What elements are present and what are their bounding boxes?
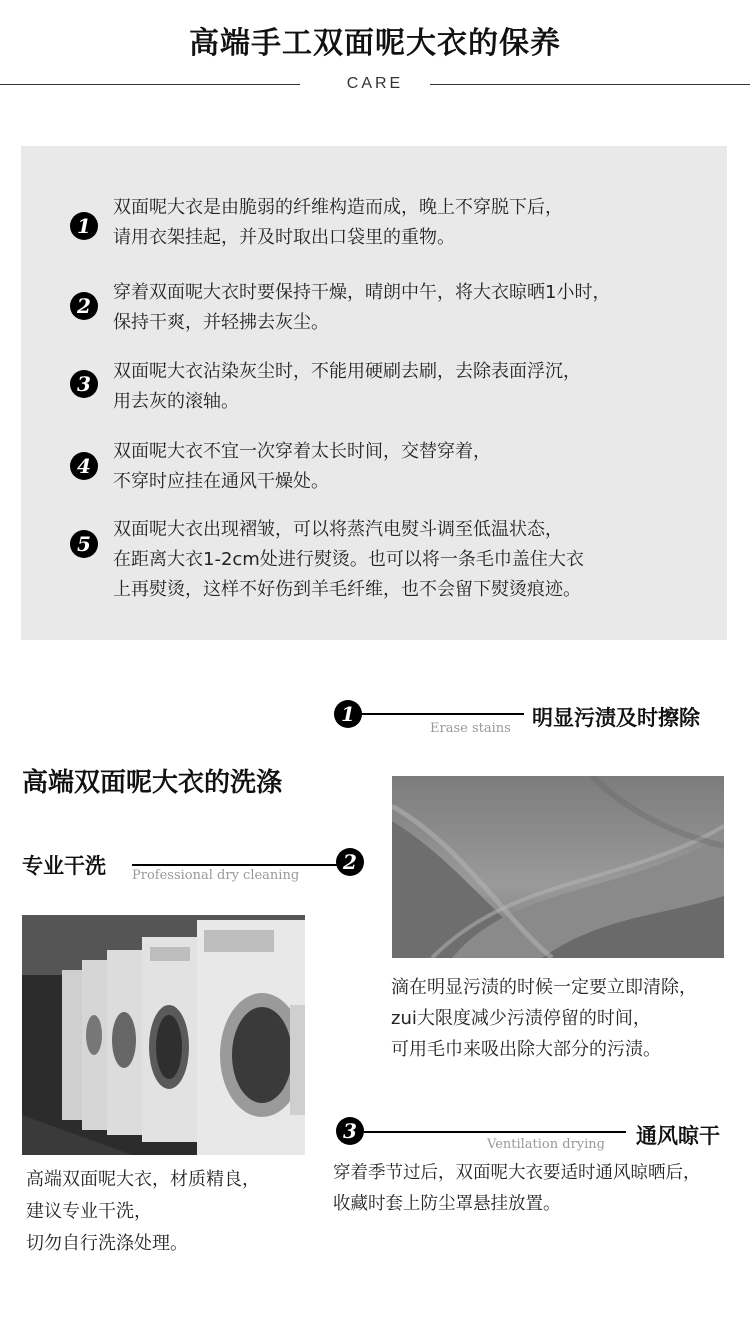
- divider-right: [430, 84, 750, 85]
- tip-3-title: 通风晾干: [636, 1124, 720, 1148]
- care-item-5: [113, 515, 713, 605]
- tip-2-line-3: 切勿自行洗涤处理。: [26, 1233, 188, 1254]
- tip-1-number: 1: [334, 700, 362, 728]
- dry-cleaning-machines-photo: [22, 915, 305, 1155]
- tip-2-rule: [132, 864, 338, 866]
- tip-1-line-3: 可用毛巾来吸出除大部分的污渍。: [391, 1039, 661, 1060]
- tip-2-line-1: 高端双面呢大衣，材质精良，: [26, 1169, 260, 1190]
- washing-heading: 高端双面呢大衣的洗涤: [22, 768, 283, 798]
- tip-3-line-1: 穿着季节过后，双面呢大衣要适时通风晾晒后，: [333, 1163, 701, 1183]
- tip-1-line-1: 滴在明显污渍的时候一定要立即清除，: [391, 977, 697, 998]
- tip-3-number: 3: [336, 1117, 364, 1145]
- tip-2-number: 2: [336, 848, 364, 876]
- care-item-3: [113, 357, 713, 417]
- care-item-4: [113, 437, 713, 497]
- care-item-5-line-2: 在距离大衣1-2cm处进行熨烫。也可以将一条毛巾盖住大衣: [113, 549, 584, 570]
- page-title: 高端手工双面呢大衣的保养: [189, 26, 561, 61]
- tip-3-rule: [364, 1131, 626, 1133]
- care-subtitle: CARE: [346, 75, 404, 92]
- tip-2-title: 专业干洗: [22, 854, 106, 878]
- care-item-2-line-2: 保持干爽，并轻拂去灰尘。: [113, 312, 329, 333]
- wool-fabric-photo: [392, 776, 724, 958]
- tip-2-description: [26, 1164, 260, 1260]
- tip-2-english: Professional dry cleaning: [132, 868, 300, 883]
- care-item-5-number: 5: [70, 530, 98, 558]
- care-item-1-line-2: 请用衣架挂起，并及时取出口袋里的重物。: [113, 227, 455, 248]
- care-item-1: [113, 193, 713, 253]
- tip-1-line-2: zui大限度减少污渍停留的时间，: [391, 1008, 651, 1029]
- tip-1-description: [391, 972, 697, 1065]
- care-item-2-line-1: 穿着双面呢大衣时要保持干燥，晴朗中午，将大衣晾晒1小时，: [113, 282, 611, 303]
- tip-3-description: [333, 1158, 701, 1220]
- care-item-3-number: 3: [70, 370, 98, 398]
- care-item-4-number: 4: [70, 452, 98, 480]
- tip-3-english: Ventilation drying: [487, 1137, 605, 1152]
- care-item-1-number: 1: [70, 212, 98, 240]
- wool-fabric-image: [392, 776, 724, 958]
- tip-1-title: 明显污渍及时擦除: [532, 706, 700, 730]
- care-item-2-number: 2: [70, 292, 98, 320]
- care-item-5-line-1: 双面呢大衣出现褶皱，可以将蒸汽电熨斗调至低温状态，: [113, 519, 563, 540]
- care-item-2: [113, 278, 713, 338]
- tip-2-line-2: 建议专业干洗，: [26, 1201, 152, 1222]
- care-item-3-line-2: 用去灰的滚轴。: [113, 391, 239, 412]
- care-item-1-line-1: 双面呢大衣是由脆弱的纤维构造而成，晚上不穿脱下后，: [113, 197, 563, 218]
- care-item-4-line-1: 双面呢大衣不宜一次穿着太长时间，交替穿着，: [113, 441, 491, 462]
- laundry-machines-image: [22, 915, 305, 1155]
- care-item-5-line-3: 上再熨烫，这样不好伤到羊毛纤维，也不会留下熨烫痕迹。: [113, 579, 581, 600]
- care-item-3-line-1: 双面呢大衣沾染灰尘时，不能用硬刷去刷，去除表面浮沉，: [113, 361, 581, 382]
- tip-3-line-2: 收藏时套上防尘罩悬挂放置。: [333, 1194, 561, 1214]
- care-item-4-line-2: 不穿时应挂在通风干燥处。: [113, 471, 329, 492]
- tip-1-rule: [362, 713, 524, 715]
- tip-1-english: Erase stains: [430, 721, 511, 736]
- divider-left: [0, 84, 300, 85]
